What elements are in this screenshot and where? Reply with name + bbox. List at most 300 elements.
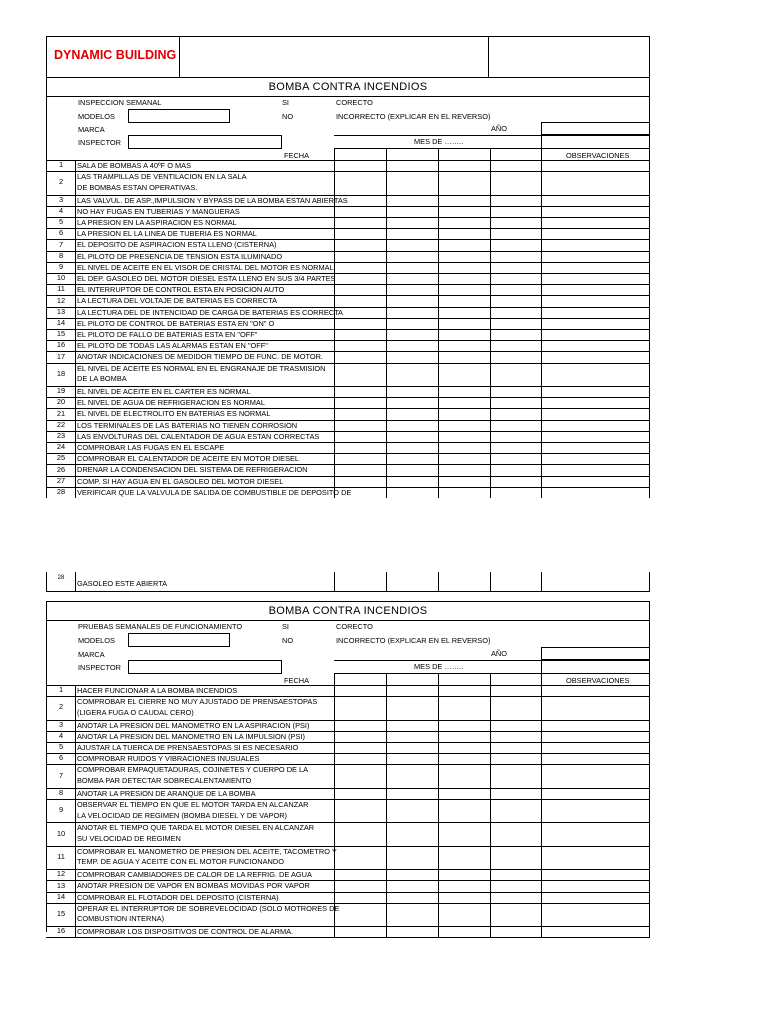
fecha-cell[interactable] (439, 274, 490, 284)
row-number: 26 (56, 464, 66, 474)
row-label: ANOTAR INDICACIONES DE MEDIDOR TIEMPO DE FUNC. DE MOTOR. (77, 352, 323, 362)
fecha-cell[interactable] (491, 721, 541, 731)
inspector-field-2[interactable] (128, 660, 282, 674)
fecha-cell[interactable] (387, 721, 438, 731)
fecha-cell[interactable] (335, 488, 386, 498)
row-number: 3 (58, 719, 64, 729)
fecha-cell[interactable] (387, 285, 438, 295)
fecha-cell[interactable] (387, 274, 438, 284)
fecha-cell[interactable] (335, 398, 386, 408)
fecha-cell[interactable] (439, 207, 490, 217)
row-label: EL PILOTO DE PRESENCIA DE TENSION ESTA ILUMINADO (77, 251, 283, 261)
observaciones-cell[interactable] (542, 443, 649, 453)
fecha-cell[interactable] (491, 398, 541, 408)
observaciones-cell[interactable] (542, 454, 649, 464)
fecha-cell[interactable] (439, 765, 490, 787)
fecha-cell[interactable] (439, 789, 490, 799)
row-label: ANOTAR LA PRESION DE ARANQUE DE LA BOMBA (77, 788, 256, 798)
observaciones-cell[interactable] (542, 341, 649, 351)
observaciones-label: OBSERVACIONES (566, 151, 630, 160)
observaciones-cell[interactable] (542, 721, 649, 731)
fecha-cell[interactable] (387, 823, 438, 845)
fecha-cell[interactable] (491, 743, 541, 753)
form-title: BOMBA CONTRA INCENDIOS (268, 81, 428, 93)
row-label: LAS TRAMPILLAS DE VENTILACION EN LA SALA (77, 172, 247, 182)
row-number: 7 (58, 239, 64, 249)
row-label: COMPROBAR EL FLOTADOR DEL DEPOSITO (CISTERNA) (77, 892, 279, 902)
row-label: GASOLEO ESTE ABIERTA (77, 579, 168, 588)
observaciones-cell[interactable] (542, 800, 649, 822)
fecha-cell[interactable] (387, 754, 438, 764)
fecha-cell[interactable] (491, 409, 541, 419)
fecha-cell[interactable] (387, 364, 438, 386)
fecha-cell[interactable] (335, 881, 386, 891)
no-label-2: NO (282, 636, 294, 645)
row-label: EL NIVEL DE AGUA DE REFRIGERACION ES NORMAL (77, 398, 265, 408)
fecha-cell[interactable] (335, 161, 386, 171)
checklist-grid-1 (0, 0, 768, 498)
fecha-cell[interactable] (491, 319, 541, 329)
fecha-cell[interactable] (439, 870, 490, 880)
row-number: 15 (56, 909, 66, 918)
fecha-cell[interactable] (439, 229, 490, 239)
fecha-cell[interactable] (335, 172, 386, 194)
row-number: 13 (56, 880, 66, 890)
fecha-cell[interactable] (335, 252, 386, 262)
row-number: 24 (56, 442, 66, 452)
fecha-cell[interactable] (439, 285, 490, 295)
fecha-cell[interactable] (491, 823, 541, 845)
ano-field-2[interactable] (541, 647, 650, 660)
fecha-cell[interactable] (491, 800, 541, 822)
row-label: ANOTAR LA PRESION DEL MANOMETRO EN LA IMPULSION (PSI) (77, 731, 305, 741)
fecha-cell[interactable] (335, 352, 386, 362)
observaciones-cell[interactable] (542, 893, 649, 903)
observaciones-cell[interactable] (542, 477, 649, 487)
observaciones-cell[interactable] (542, 421, 649, 431)
observaciones-cell[interactable] (542, 697, 649, 719)
fecha-cell[interactable] (439, 454, 490, 464)
row-label: ANOTAR PRESION DE VAPOR EN BOMBAS MOVIDAS POR VAPOR (77, 881, 310, 891)
row-number: 13 (56, 306, 66, 316)
fecha-cell[interactable] (335, 308, 386, 318)
observaciones-cell[interactable] (542, 904, 649, 926)
fecha-cell[interactable] (439, 477, 490, 487)
fecha-cell[interactable] (439, 754, 490, 764)
fecha-cell[interactable] (335, 870, 386, 880)
row-number: 19 (56, 386, 66, 396)
fecha-cell[interactable] (491, 881, 541, 891)
fecha-cell[interactable] (335, 721, 386, 731)
row-label: LAS VALVUL. DE ASP.,IMPULSION Y BYPASS DE LA BOMBA ESTAN ABIERTAS (77, 195, 348, 205)
fecha-cell[interactable] (335, 432, 386, 442)
fecha-cell[interactable] (335, 823, 386, 845)
fecha-cell[interactable] (387, 341, 438, 351)
fecha-cell[interactable] (439, 732, 490, 742)
fecha-cell[interactable] (335, 454, 386, 464)
fecha-cell[interactable] (439, 421, 490, 431)
fecha-cell[interactable] (491, 240, 541, 250)
no-label: NO (282, 112, 294, 121)
row-label: EL INTERRUPTOR DE CONTROL ESTA EN POSICION AUTO (77, 285, 285, 295)
fecha-cell[interactable] (387, 904, 438, 926)
fecha-cell[interactable] (387, 432, 438, 442)
incorrecto-label-2: INCORRECTO (EXPLICAR EN EL REVERSO) (336, 636, 491, 645)
row-label: OBSERVAR EL TIEMPO EN QUE EL MOTOR TARDA EN ALCANZAR (77, 800, 309, 809)
fecha-cell[interactable] (491, 697, 541, 719)
fecha-cell[interactable] (335, 341, 386, 351)
fecha-cell[interactable] (439, 240, 490, 250)
fecha-cell[interactable] (439, 488, 490, 498)
fecha-cell[interactable] (335, 196, 386, 206)
observaciones-cell[interactable] (542, 296, 649, 306)
modelos-field-2[interactable] (128, 633, 230, 647)
row-number: 4 (58, 730, 64, 740)
ano-label: AÑO (491, 124, 508, 133)
fecha-cell[interactable] (387, 352, 438, 362)
row-label: COMBUSTION INTERNA) (77, 914, 165, 924)
fecha-cell[interactable] (335, 465, 386, 475)
fecha-cell[interactable] (387, 893, 438, 903)
row-number: 21 (56, 408, 66, 418)
fecha-cell[interactable] (387, 465, 438, 475)
fecha-cell[interactable] (491, 387, 541, 397)
fecha-cell[interactable] (439, 308, 490, 318)
observaciones-cell[interactable] (542, 218, 649, 228)
fecha-cell[interactable] (491, 364, 541, 386)
fecha-cell[interactable] (439, 398, 490, 408)
mes-label: MES DE …….. (414, 137, 464, 146)
observaciones-cell[interactable] (542, 398, 649, 408)
fecha-cell[interactable] (491, 218, 541, 228)
fecha-cell[interactable] (335, 754, 386, 764)
row-label: EL DEP. GASOLEO DEL MOTOR DIESEL ESTA LLENO EN SUS 3/4 PARTES (77, 274, 336, 283)
fecha-cell[interactable] (439, 364, 490, 386)
observaciones-cell[interactable] (542, 732, 649, 742)
observaciones-cell[interactable] (542, 488, 649, 498)
fecha-cell[interactable] (335, 240, 386, 250)
fecha-cell[interactable] (335, 743, 386, 753)
fecha-cell[interactable] (387, 172, 438, 194)
observaciones-cell[interactable] (542, 432, 649, 442)
fecha-cell[interactable] (387, 409, 438, 419)
fecha-cell[interactable] (491, 172, 541, 194)
observaciones-cell[interactable] (542, 881, 649, 891)
row-label: EL DEPOSITO DE ASPIRACION ESTA LLENO (CISTERNA) (77, 240, 277, 250)
row-label: AJUSTAR LA TUERCA DE PRENSAESTOPAS SI ES NECESARIO (77, 743, 299, 752)
fecha-cell[interactable] (439, 341, 490, 351)
fecha-cell[interactable] (491, 330, 541, 340)
fecha-cell[interactable] (335, 387, 386, 397)
row-number: 12 (56, 295, 66, 305)
observaciones-cell[interactable] (542, 229, 649, 239)
fecha-cell[interactable] (439, 387, 490, 397)
fecha-cell[interactable] (439, 172, 490, 194)
fecha-cell[interactable] (491, 161, 541, 171)
fecha-cell[interactable] (387, 330, 438, 340)
fecha-cell[interactable] (491, 465, 541, 475)
fecha-cell[interactable] (387, 765, 438, 787)
fecha-cell[interactable] (335, 800, 386, 822)
fecha-cell[interactable] (491, 207, 541, 217)
fecha-cell[interactable] (335, 732, 386, 742)
observaciones-cell[interactable] (542, 308, 649, 318)
observaciones-cell[interactable] (542, 870, 649, 880)
row-number: 18 (56, 368, 66, 378)
row-label: (LIGERA FUGA O CAUDAL CERO) (77, 707, 194, 717)
observaciones-cell[interactable] (542, 240, 649, 250)
fecha-cell[interactable] (387, 308, 438, 318)
row-label: SALA DE BOMBAS A 40ºF O MAS (77, 161, 192, 170)
fecha-cell[interactable] (387, 229, 438, 239)
fecha-cell[interactable] (335, 443, 386, 453)
fecha-cell[interactable] (335, 904, 386, 926)
fecha-cell[interactable] (439, 443, 490, 453)
fecha-cell[interactable] (491, 196, 541, 206)
row-label: SU VELOCIDAD DE REGIMEN (77, 834, 181, 843)
fecha-cell[interactable] (439, 196, 490, 206)
fecha-cell[interactable] (491, 904, 541, 926)
observaciones-cell[interactable] (542, 823, 649, 845)
fecha-cell[interactable] (387, 927, 438, 937)
fecha-cell[interactable] (439, 927, 490, 937)
row-label: OPERAR EL INTERRUPTOR DE SOBREVELOCIDAD (SOLO MOTRORES DE (77, 903, 340, 913)
fecha-cell[interactable] (387, 881, 438, 891)
row-label: ANOTAR EL TIEMPO QUE TARDA EL MOTOR DIESEL EN ALCANZAR (77, 823, 315, 833)
fecha-cell[interactable] (491, 443, 541, 453)
fecha-cell[interactable] (491, 488, 541, 498)
fecha-cell[interactable] (439, 881, 490, 891)
fecha-cell[interactable] (335, 364, 386, 386)
fecha-cell[interactable] (335, 263, 386, 273)
fecha-cell[interactable] (439, 263, 490, 273)
fecha-cell[interactable] (439, 161, 490, 171)
row-number: 11 (57, 284, 65, 294)
observaciones-cell[interactable] (542, 274, 649, 284)
fecha-cell[interactable] (387, 789, 438, 799)
fecha-cell[interactable] (335, 789, 386, 799)
form-title-2: BOMBA CONTRA INCENDIOS (268, 605, 428, 617)
fecha-cell[interactable] (439, 432, 490, 442)
fecha-cell[interactable] (491, 754, 541, 764)
row-label: EL PILOTO DE TODAS LAS ALARMAS ESTAN EN "OFF" (77, 341, 268, 351)
fecha-cell[interactable] (439, 352, 490, 362)
fecha-cell[interactable] (387, 847, 438, 869)
row-label: COMPROBAR EL CIERRE NO MUY AJUSTADO DE PRENSAESTOPAS (77, 697, 318, 707)
fecha-cell[interactable] (387, 161, 438, 171)
fecha-cell[interactable] (491, 421, 541, 431)
fecha-cell[interactable] (439, 409, 490, 419)
fecha-cell[interactable] (439, 904, 490, 926)
fecha-cell[interactable] (439, 847, 490, 869)
fecha-cell[interactable] (491, 477, 541, 487)
fecha-cell[interactable] (491, 927, 541, 937)
fecha-cell[interactable] (439, 218, 490, 228)
row-number: 27 (56, 475, 66, 485)
observaciones-cell[interactable] (542, 409, 649, 419)
observaciones-cell[interactable] (542, 172, 649, 194)
fecha-cell[interactable] (387, 196, 438, 206)
fecha-cell[interactable] (335, 218, 386, 228)
row-number: 16 (56, 926, 66, 936)
fecha-cell[interactable] (491, 352, 541, 362)
fecha-cell[interactable] (439, 721, 490, 731)
row-label: DRENAR LA CONDENSACION DEL SISTEMA DE REFRIGERACION (77, 465, 308, 475)
row-label: EL PILOTO DE CONTROL DE BATERIAS ESTA EN "ON" O (77, 318, 275, 328)
row-label: COMPROBAR EL MANOMETRO DE PRESION DEL ACEITE, TACOMETRO Y (77, 846, 337, 856)
row-number: 14 (56, 891, 66, 901)
fecha-cell[interactable] (387, 443, 438, 453)
observaciones-cell[interactable] (542, 161, 649, 171)
fecha-cell[interactable] (335, 274, 386, 284)
fecha-cell[interactable] (387, 686, 438, 696)
fecha-cell[interactable] (335, 409, 386, 419)
fecha-cell[interactable] (387, 296, 438, 306)
row-label: NO HAY FUGAS EN TUBERIAS Y MANGUERAS (77, 206, 240, 216)
fecha-cell[interactable] (335, 421, 386, 431)
fecha-cell[interactable] (491, 341, 541, 351)
observaciones-cell[interactable] (542, 754, 649, 764)
fecha-cell[interactable] (439, 465, 490, 475)
fecha-cell[interactable] (491, 765, 541, 787)
fecha-cell[interactable] (439, 823, 490, 845)
fecha-cell[interactable] (491, 285, 541, 295)
observaciones-cell[interactable] (542, 743, 649, 753)
modelos-label-2: MODELOS (78, 636, 115, 645)
fecha-cell[interactable] (335, 477, 386, 487)
fecha-cell[interactable] (439, 296, 490, 306)
fecha-cell[interactable] (387, 743, 438, 753)
fecha-cell[interactable] (491, 263, 541, 273)
observaciones-cell[interactable] (542, 330, 649, 340)
fecha-cell[interactable] (439, 743, 490, 753)
row-label: LAS ENVOLTURAS DEL CALENTADOR DE AGUA ESTAN CORRECTAS (77, 431, 320, 441)
row-label: COMPROBAR LOS DISPOSITIVOS DE CONTROL DE ALARMA. (77, 927, 294, 937)
row-number: 6 (58, 228, 64, 238)
row-label: COMPROBAR LAS FUGAS EN EL ESCAPE (77, 443, 225, 452)
fecha-cell[interactable] (491, 847, 541, 869)
fecha-cell[interactable] (387, 454, 438, 464)
fecha-cell[interactable] (335, 927, 386, 937)
fecha-cell[interactable] (439, 893, 490, 903)
fecha-cell[interactable] (491, 893, 541, 903)
fecha-cell[interactable] (387, 263, 438, 273)
fecha-cell[interactable] (491, 274, 541, 284)
observaciones-cell[interactable] (542, 765, 649, 787)
fecha-cell[interactable] (491, 870, 541, 880)
fecha-cell[interactable] (491, 686, 541, 696)
fecha-cell[interactable] (335, 765, 386, 787)
fecha-cell[interactable] (439, 697, 490, 719)
observaciones-cell[interactable] (542, 847, 649, 869)
fecha-cell[interactable] (491, 432, 541, 442)
fecha-cell[interactable] (335, 285, 386, 295)
fecha-cell[interactable] (387, 319, 438, 329)
observaciones-label-2: OBSERVACIONES (566, 676, 630, 685)
row-number: 22 (56, 419, 66, 429)
row-number: 10 (56, 273, 66, 283)
fecha-cell[interactable] (387, 732, 438, 742)
fecha-cell[interactable] (491, 454, 541, 464)
fecha-cell[interactable] (335, 330, 386, 340)
fecha-cell[interactable] (335, 296, 386, 306)
observaciones-cell[interactable] (542, 465, 649, 475)
fecha-cell[interactable] (387, 800, 438, 822)
modelos-label: MODELOS (78, 112, 115, 121)
fecha-cell[interactable] (335, 686, 386, 696)
fecha-cell[interactable] (439, 686, 490, 696)
fecha-cell[interactable] (491, 252, 541, 262)
observaciones-cell[interactable] (542, 196, 649, 206)
fecha-cell[interactable] (439, 800, 490, 822)
fecha-cell[interactable] (387, 398, 438, 408)
row-number: 28 (56, 486, 66, 496)
fecha-cell[interactable] (491, 296, 541, 306)
row-label: LA LECTURA DEL VOLTAJE DE BATERIAS ES CORRECTA (77, 296, 278, 306)
fecha-cell[interactable] (387, 870, 438, 880)
fecha-cell[interactable] (387, 421, 438, 431)
fecha-cell[interactable] (335, 207, 386, 217)
fecha-cell[interactable] (387, 477, 438, 487)
fecha-cell[interactable] (491, 229, 541, 239)
observaciones-cell[interactable] (542, 789, 649, 799)
row-number: 20 (56, 397, 66, 407)
row-label: EL NIVEL DE ELECTROLITO EN BATERIAS ES NORMAL (77, 409, 271, 419)
fecha-cell[interactable] (439, 330, 490, 340)
observaciones-cell[interactable] (542, 927, 649, 937)
observaciones-cell[interactable] (542, 207, 649, 217)
si-label-2: SI (282, 622, 289, 631)
row-number: 15 (56, 329, 66, 339)
observaciones-cell[interactable] (542, 686, 649, 696)
fecha-cell[interactable] (335, 229, 386, 239)
observaciones-cell[interactable] (542, 252, 649, 262)
fecha-cell[interactable] (387, 387, 438, 397)
observaciones-cell[interactable] (542, 352, 649, 362)
fecha-label: FECHA (284, 151, 310, 160)
fecha-cell[interactable] (387, 207, 438, 217)
row-number: 9 (58, 805, 64, 815)
fecha-cell[interactable] (491, 732, 541, 742)
fecha-cell[interactable] (335, 319, 386, 329)
fecha-cell[interactable] (491, 789, 541, 799)
row-label: COMPROBAR EL CALENTADOR DE ACEITE EN MOTOR DIESEL (77, 454, 300, 464)
observaciones-cell[interactable] (542, 285, 649, 295)
fecha-cell[interactable] (387, 252, 438, 262)
marca-label-2: MARCA (78, 650, 105, 659)
fecha-cell[interactable] (439, 319, 490, 329)
fecha-cell[interactable] (335, 893, 386, 903)
fecha-cell[interactable] (387, 697, 438, 719)
observaciones-cell[interactable] (542, 319, 649, 329)
row-label: TEMP. DE AGUA Y ACEITE CON EL MOTOR FUNCIONANDO (77, 857, 284, 867)
observaciones-cell[interactable] (542, 387, 649, 397)
row-number: 10 (56, 828, 66, 838)
fecha-cell[interactable] (387, 488, 438, 498)
fecha-cell[interactable] (387, 218, 438, 228)
row-number: 8 (58, 787, 64, 797)
fecha-cell[interactable] (439, 252, 490, 262)
observaciones-cell[interactable] (542, 364, 649, 386)
mes-label-2: MES DE …….. (414, 662, 464, 671)
fecha-cell[interactable] (335, 847, 386, 869)
form-subtitle: INSPECCION SEMANAL (78, 98, 162, 107)
fecha-cell[interactable] (335, 697, 386, 719)
row-number: 5 (58, 742, 64, 752)
fecha-cell[interactable] (491, 308, 541, 318)
fecha-cell[interactable] (387, 240, 438, 250)
observaciones-cell[interactable] (542, 263, 649, 273)
